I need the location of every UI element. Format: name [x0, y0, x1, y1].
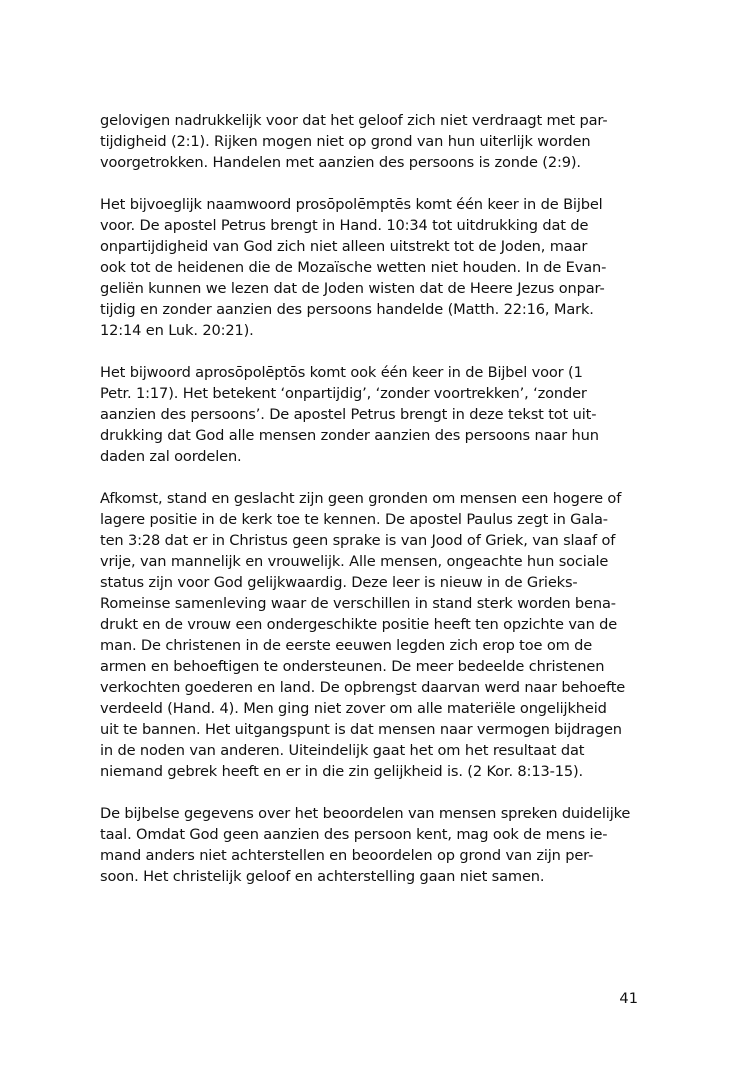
text-line: tijdig en zonder aanzien des persoons handelde (Matth. 22:16, Mark.: [100, 301, 594, 318]
text-line: soon. Het christelijk geloof en achterstelling gaan niet samen.: [100, 868, 545, 885]
paragraph: [100, 110, 640, 173]
text-line: gelovigen nadrukkelijk voor dat het geloof zich niet verdraagt met par-: [100, 112, 608, 129]
text-line: Petr. 1:17). Het betekent ‘onpartijdig’, ‘zonder voortrekken’, ‘zonder: [100, 385, 587, 402]
text-line: Romeinse samenleving waar de verschillen in stand sterk worden bena-: [100, 595, 616, 612]
text-line: daden zal oordelen.: [100, 448, 242, 465]
page-number: 41: [619, 990, 638, 1007]
text-line: De bijbelse gegevens over het beoordelen van mensen spreken duidelijke: [100, 805, 631, 822]
text-line: in de noden van anderen. Uiteindelijk gaat het om het resultaat dat: [100, 742, 585, 759]
paragraph: [100, 488, 640, 782]
text-line: vrije, van mannelijk en vrouwelijk. Alle mensen, ongeachte hun sociale: [100, 553, 609, 570]
text-line: armen en behoeftigen te ondersteunen. De meer bedeelde christenen: [100, 658, 605, 675]
text-line: 12:14 en Luk. 20:21).: [100, 322, 254, 339]
paragraph: [100, 194, 640, 341]
text-line: status zijn voor God gelijkwaardig. Deze leer is nieuw in de Grieks-: [100, 574, 578, 591]
paragraph: [100, 362, 640, 467]
text-line: man. De christenen in de eerste eeuwen legden zich erop toe om de: [100, 637, 593, 654]
paragraph: [100, 803, 640, 887]
text-line: geliën kunnen we lezen dat de Joden wisten dat de Heere Jezus onpar-: [100, 280, 605, 297]
text-line: voorgetrokken. Handelen met aanzien des persoons is zonde (2:9).: [100, 154, 581, 171]
text-line: aanzien des persoons’. De apostel Petrus brengt in deze tekst tot uit-: [100, 406, 597, 423]
text-line: taal. Omdat God geen aanzien des persoon kent, mag ook de mens ie-: [100, 826, 608, 843]
text-line: ook tot de heidenen die de Mozaïsche wetten niet houden. In de Evan-: [100, 259, 607, 276]
text-line: drukt en de vrouw een ondergeschikte positie heeft ten opzichte van de: [100, 616, 618, 633]
text-line: Het bijvoeglijk naamwoord prosōpolēmptēs komt één keer in de Bijbel: [100, 196, 603, 213]
text-line: mand anders niet achterstellen en beoordelen op grond van zijn per-: [100, 847, 594, 864]
text-line: drukking dat God alle mensen zonder aanzien des persoons naar hun: [100, 427, 599, 444]
text-line: tijdigheid (2:1). Rijken mogen niet op grond van hun uiterlijk worden: [100, 133, 591, 150]
text-line: voor. De apostel Petrus brengt in Hand. 10:34 tot uitdrukking dat de: [100, 217, 589, 234]
text-line: Het bijwoord aprosōpolēptōs komt ook één keer in de Bijbel voor (1: [100, 364, 583, 381]
text-line: onpartijdigheid van God zich niet alleen uitstrekt tot de Joden, maar: [100, 238, 588, 255]
text-line: verkochten goederen en land. De opbrengst daarvan werd naar behoefte: [100, 679, 626, 696]
text-line: verdeeld (Hand. 4). Men ging niet zover om alle materiële ongelijkheid: [100, 700, 607, 717]
text-line: lagere positie in de kerk toe te kennen. De apostel Paulus zegt in Gala-: [100, 511, 608, 528]
text-line: uit te bannen. Het uitgangspunt is dat mensen naar vermogen bijdragen: [100, 721, 622, 738]
text-line: niemand gebrek heeft en er in die zin gelijkheid is. (2 Kor. 8:13-15).: [100, 763, 584, 780]
body-text: [100, 110, 640, 908]
text-line: ten 3:28 dat er in Christus geen sprake is van Jood of Griek, van slaaf of: [100, 532, 616, 549]
text-line: Afkomst, stand en geslacht zijn geen gronden om mensen een hogere of: [100, 490, 622, 507]
